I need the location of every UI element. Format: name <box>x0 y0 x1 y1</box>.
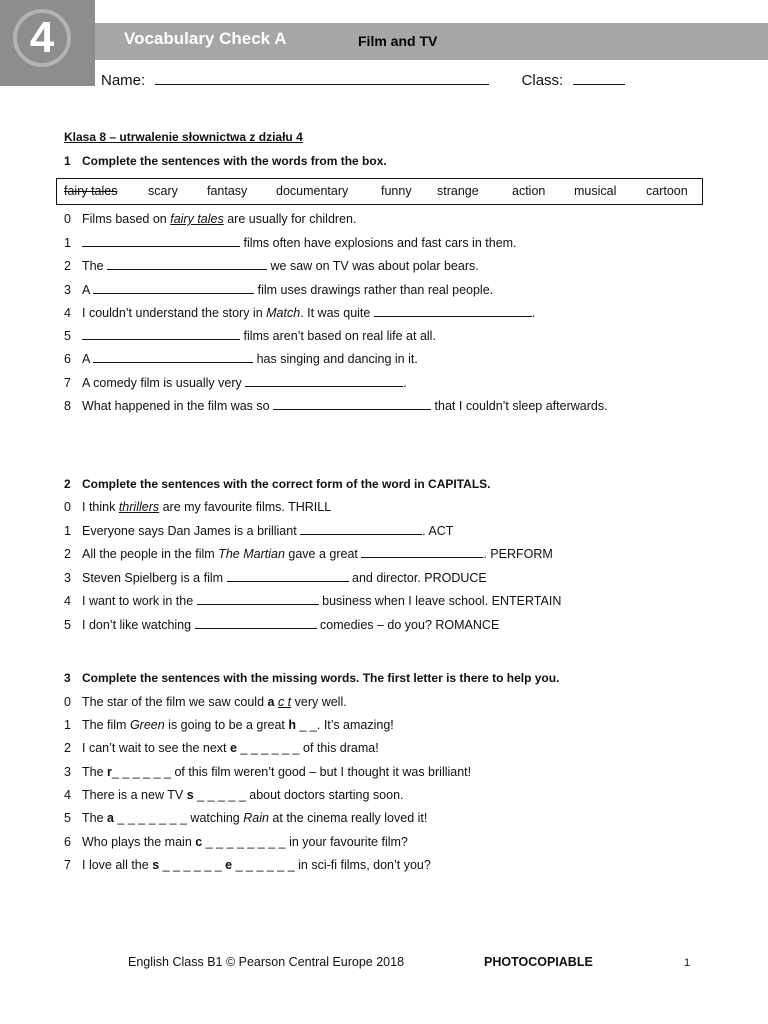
letter-gaps[interactable]: _ _ _ _ _ _ _ _ <box>202 835 290 849</box>
word-box-word: musical <box>574 184 617 198</box>
section-instruction: Complete the sentences with the words from the box. <box>82 154 387 168</box>
section-number: 1 <box>64 154 71 168</box>
page-number: 1 <box>684 957 691 969</box>
s1-item-3: 3 A film uses drawings rather than real people. <box>64 283 494 297</box>
answer-blank[interactable] <box>82 329 240 340</box>
section-3-heading <box>64 671 559 685</box>
word-box-word: documentary <box>276 184 349 198</box>
name-field[interactable] <box>155 83 489 85</box>
s3-item-0: 0 The star of the film we saw could a c t very well. <box>64 695 347 709</box>
s2-item-3: 3 Steven Spielberg is a film and director. PRODUCE <box>64 571 487 585</box>
class-note: Klasa 8 – utrwalenie słownictwa z działu 4 <box>64 130 303 144</box>
letter-gaps[interactable]: _ _ _ _ _ _ <box>159 858 226 872</box>
word-box-word: fairy tales <box>64 184 118 198</box>
letter-gaps[interactable]: _ _ _ _ _ _ <box>111 765 171 779</box>
footer-copyright: English Class B1 © Pearson Central Europe 2018 <box>128 955 405 969</box>
unit-badge <box>0 0 95 86</box>
word-box-word: fantasy <box>207 184 248 198</box>
example-answer: c t <box>277 695 292 709</box>
s1-item-1: 1 films often have explosions and fast cars in them. <box>64 236 517 250</box>
answer-blank[interactable] <box>195 618 317 629</box>
word-box-word: cartoon <box>646 184 688 198</box>
footer-photocopiable: PHOTOCOPIABLE <box>484 955 593 969</box>
answer-blank[interactable] <box>273 399 431 410</box>
word-box-word: strange <box>437 184 479 198</box>
answer-blank[interactable] <box>197 594 319 605</box>
section-2-heading <box>64 477 491 491</box>
s1-item-7: 7 A comedy film is usually very . <box>64 376 407 390</box>
s3-item-1: 1 The film Green is going to be a great h _ _. It’s amazing! <box>64 718 394 732</box>
answer-blank[interactable] <box>93 352 253 363</box>
word-box <box>56 178 703 205</box>
s1-item-6: 6 A has singing and dancing in it. <box>64 352 418 366</box>
section-number: 3 <box>64 671 71 685</box>
s1-item-2: 2 The we saw on TV was about polar bears. <box>64 259 479 273</box>
name-class-row <box>101 72 625 89</box>
answer-blank[interactable] <box>374 306 532 317</box>
section-number: 2 <box>64 477 71 491</box>
s2-item-0: 0 I think thrillers are my favourite films. THRILL <box>64 500 332 514</box>
s3-item-6: 6 Who plays the main c _ _ _ _ _ _ _ _ in your favourite film? <box>64 835 408 849</box>
unit-number: 4 <box>29 13 55 62</box>
name-label: Name: <box>101 72 146 89</box>
section-instruction: Complete the sentences with the correct form of the word in CAPITALS. <box>82 477 491 491</box>
class-label: Class: <box>521 72 564 89</box>
section-1-heading <box>64 154 387 168</box>
word-box-word: funny <box>381 184 412 198</box>
s2-item-1: 1 Everyone says Dan James is a brilliant . ACT <box>64 524 454 538</box>
word-box-word: scary <box>148 184 178 198</box>
answer-blank[interactable] <box>300 524 422 535</box>
letter-gaps[interactable]: _ _ <box>296 718 317 732</box>
s1-item-4: 4 I couldn’t understand the story in Match. It was quite . <box>64 306 536 320</box>
s3-item-7: 7 I love all the s _ _ _ _ _ _ e _ _ _ _ _ _ in sci-fi films, don’t you? <box>64 858 431 872</box>
letter-gaps[interactable]: _ _ _ _ _ <box>193 788 250 802</box>
example-answer: fairy tales <box>170 212 224 226</box>
s1-item-8: 8 What happened in the film was so that I couldn’t sleep afterwards. <box>64 399 608 413</box>
answer-blank[interactable] <box>93 283 254 294</box>
section-instruction: Complete the sentences with the missing words. The first letter is there to help you. <box>82 671 560 685</box>
class-field[interactable] <box>573 83 625 85</box>
s3-item-3: 3 The r_ _ _ _ _ _ of this film weren’t good – but I thought it was brilliant! <box>64 765 472 779</box>
s2-item-5: 5 I don’t like watching comedies – do you? ROMANCE <box>64 618 500 632</box>
word-box-word: action <box>512 184 546 198</box>
s2-item-4: 4 I want to work in the business when I leave school. ENTERTAIN <box>64 594 562 608</box>
worksheet-topic: Film and TV <box>358 33 438 49</box>
s1-item-5: 5 films aren’t based on real life at all. <box>64 329 436 343</box>
s3-item-4: 4 There is a new TV s _ _ _ _ _ about doctors starting soon. <box>64 788 404 802</box>
answer-blank[interactable] <box>227 571 349 582</box>
letter-gaps[interactable]: _ _ _ _ _ _ _ <box>113 811 187 825</box>
example-answer: thrillers <box>118 500 160 514</box>
s2-item-2: 2 All the people in the film The Martian gave a great . PERFORM <box>64 547 553 561</box>
answer-blank[interactable] <box>107 259 267 270</box>
s1-item-0: 0 Films based on fairy tales are usually for children. <box>64 212 357 226</box>
s3-item-2: 2 I can’t wait to see the next e _ _ _ _ _ _ of this drama! <box>64 741 379 755</box>
answer-blank[interactable] <box>361 547 483 558</box>
answer-blank[interactable] <box>82 236 240 247</box>
worksheet-title: Vocabulary Check A <box>124 29 287 48</box>
s3-item-5: 5 The a _ _ _ _ _ _ _ watching Rain at the cinema really loved it! <box>64 811 428 825</box>
letter-gaps[interactable]: _ _ _ _ _ _ <box>236 741 300 755</box>
letter-gaps[interactable]: _ _ _ _ _ _ <box>232 858 299 872</box>
answer-blank[interactable] <box>245 376 403 387</box>
